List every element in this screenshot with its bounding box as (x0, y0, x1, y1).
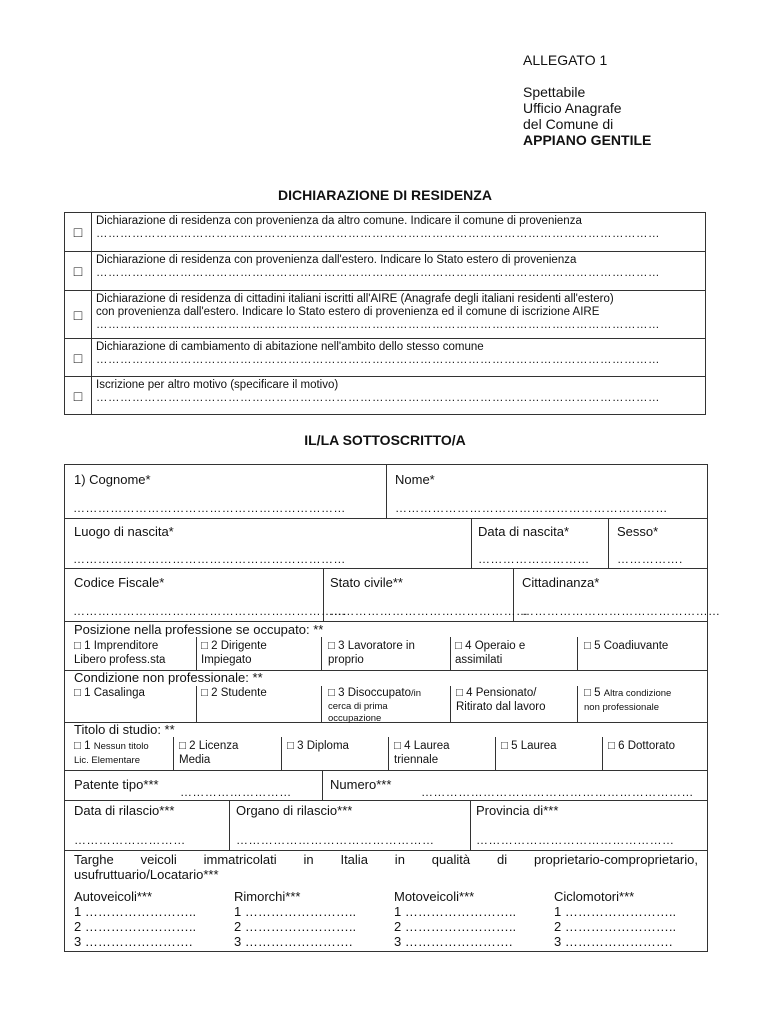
titolo-option-4[interactable] (394, 739, 450, 767)
divider (196, 637, 197, 670)
veicolo-field[interactable]: 3 ……………………. (554, 934, 673, 949)
divider (322, 770, 323, 800)
cittadinanza-label: Cittadinanza* (522, 575, 600, 590)
declaration-fill-line[interactable]: …………………………………………………………………………………………………………………………… (96, 267, 660, 279)
veicolo-label: Ciclomotori*** (554, 889, 635, 904)
divider (229, 800, 230, 850)
provincia-field[interactable]: ………………………………………… (476, 833, 675, 847)
divider (196, 686, 197, 722)
divider (173, 737, 174, 770)
veicolo-field[interactable]: 3 ……………………. (74, 934, 193, 949)
titolo-option-3[interactable]: □ 3 Diploma (287, 740, 349, 752)
cognome-label: 1) Cognome* (74, 472, 151, 487)
declaration-checkbox[interactable]: □ (65, 291, 92, 339)
declaration-checkbox[interactable]: □ (65, 213, 92, 252)
divider (321, 637, 322, 670)
option-label: Lic. Elementare (74, 755, 141, 766)
organo-rilascio-field[interactable]: ………………………………………… (236, 833, 435, 847)
document-title: DICHIARAZIONE DI RESIDENZA (278, 187, 492, 203)
declaration-row (65, 291, 706, 339)
veicolo-field[interactable]: 2 …………………….. (554, 919, 677, 934)
option-label: Altra condizione (603, 688, 672, 699)
stato-civile-field[interactable]: ………………………………………… (330, 604, 529, 618)
allegato-label: ALLEGATO 1 (523, 52, 608, 68)
nome-field[interactable]: ………………………………………………………… (395, 501, 668, 515)
titolo-studio-title: Titolo di studio: ** (74, 722, 175, 737)
sesso-field[interactable]: ……………. (617, 552, 683, 566)
cittadinanza-field[interactable]: ………………………………………… (522, 604, 721, 618)
professione-option-5[interactable] (584, 639, 668, 653)
data-rilascio-label: Data di rilascio*** (74, 803, 175, 818)
option-label: □ 3 Lavoratore in (328, 640, 415, 652)
divider (470, 800, 471, 850)
option-label: triennale (394, 754, 439, 766)
data-rilascio-field[interactable]: ……………………… (74, 833, 186, 847)
targhe-text: Targhe veicoli immatricolati in Italia in qualità di proprietario-comproprietario, (74, 852, 698, 867)
divider (65, 518, 707, 519)
declaration-fill-line[interactable]: …………………………………………………………………………………………………………………………… (96, 228, 660, 240)
condizione-option-2[interactable]: □ 2 Studente (201, 687, 267, 699)
codice-fiscale-field[interactable]: ………………………………………………………… (73, 604, 346, 618)
veicolo-label: Autoveicoli*** (74, 889, 153, 904)
luogo-nascita-label: Luogo di nascita* (74, 524, 174, 539)
data-nascita-field[interactable]: ……………………… (478, 552, 590, 566)
condizione-option-4[interactable] (456, 686, 545, 714)
option-label: Ritirato dal lavoro (456, 701, 546, 713)
veicolo-field[interactable]: 2 …………………….. (74, 919, 197, 934)
divider (495, 737, 496, 770)
option-label: proprio (328, 654, 364, 666)
autoveicoli-group (74, 889, 196, 949)
divider (450, 686, 451, 722)
divider (321, 686, 322, 722)
data-nascita-label: Data di nascita* (478, 524, 570, 539)
numero-field[interactable]: ………………………………………………………… (421, 785, 694, 799)
declaration-fill-line[interactable]: …………………………………………………………………………………………………………………………… (96, 319, 660, 331)
ciclomotori-group (554, 889, 676, 949)
motoveicoli-group (394, 889, 516, 949)
divider (386, 465, 387, 518)
divider (471, 518, 472, 568)
declaration-text: Dichiarazione di residenza con provenienza dall'estero. Indicare lo Stato estero di provenienza (96, 254, 577, 266)
professione-option-3[interactable] (328, 639, 415, 667)
declaration-text: Iscrizione per altro motivo (specificare il motivo) (96, 379, 339, 391)
veicolo-field[interactable]: 3 ……………………. (234, 934, 353, 949)
option-label: □ 5 (584, 687, 601, 699)
targhe-text-2: usufruttuario/Locatario*** (74, 867, 219, 882)
veicolo-label: Rimorchi*** (234, 889, 301, 904)
personal-data-form (64, 464, 721, 952)
option-label: □ 3 Disoccupato (328, 687, 412, 699)
veicolo-field[interactable]: 1 …………………….. (234, 904, 357, 919)
condizione-option-3[interactable] (328, 686, 421, 725)
option-label: □ 4 Pensionato/ (456, 687, 537, 699)
declaration-row (65, 377, 706, 415)
option-label: □ 2 Licenza (179, 740, 239, 752)
declaration-fill-line[interactable]: …………………………………………………………………………………………………………………………… (96, 354, 660, 366)
professione-title: Posizione nella professione se occupato: ** (74, 622, 324, 637)
declaration-checkbox[interactable]: □ (65, 377, 92, 415)
divider (65, 568, 707, 569)
sesso-label: Sesso* (617, 524, 659, 539)
option-label: □ 2 Dirigente (201, 640, 267, 652)
divider (281, 737, 282, 770)
option-label: non professionale (584, 702, 659, 713)
nome-label: Nome* (395, 472, 435, 487)
veicolo-label: Motoveicoli*** (394, 889, 475, 904)
option-label: assimilati (455, 654, 503, 666)
declarations-table (64, 212, 706, 415)
option-label: □ 4 Operaio e (455, 640, 526, 652)
patente-label: Patente tipo*** (74, 777, 159, 792)
option-label: cerca di prima (328, 701, 388, 712)
professione-option-2[interactable] (201, 639, 267, 667)
spettabile-label: Spettabile (523, 84, 586, 100)
veicolo-field[interactable]: 3 ……………………. (394, 934, 513, 949)
divider (388, 737, 389, 770)
option-label: □ 1 (74, 740, 91, 752)
comune-di-label: del Comune di (523, 116, 614, 132)
option-label: Impiegato (201, 654, 252, 666)
veicolo-field[interactable]: 2 …………………….. (394, 919, 517, 934)
declaration-text: Dichiarazione di residenza di cittadini italiani iscritti all'AIRE (Anagrafe degli italiani residenti all'estero) (96, 293, 614, 305)
rimorchi-group (234, 889, 356, 949)
option-label: □ 5 Coadiuvante (584, 640, 669, 652)
option-label: □ 1 Imprenditore (74, 640, 159, 652)
declaration-text: Dichiarazione di cambiamento di abitazione nell'ambito dello stesso comune (96, 341, 484, 353)
stato-civile-label: Stato civile** (330, 575, 403, 590)
cognome-field[interactable]: ………………………………………………………… (73, 501, 346, 515)
declaration-fill-line[interactable]: …………………………………………………………………………………………………………………………… (96, 392, 660, 404)
patente-field[interactable]: ……………………… (180, 785, 292, 799)
divider (577, 637, 578, 670)
titolo-option-1[interactable] (74, 739, 149, 768)
titolo-option-6[interactable]: □ 6 Dottorato (608, 740, 676, 752)
declaration-row (65, 213, 706, 252)
declaration-checkbox[interactable]: □ (65, 339, 92, 377)
divider (577, 686, 578, 722)
codice-fiscale-label: Codice Fiscale* (74, 575, 165, 590)
option-label: /in (411, 688, 422, 699)
veicolo-field[interactable]: 2 …………………….. (234, 919, 357, 934)
ufficio-label: Ufficio Anagrafe (523, 100, 622, 116)
divider (602, 737, 603, 770)
comune-name: APPIANO GENTILE (523, 132, 652, 148)
divider (65, 770, 707, 771)
declaration-row (65, 339, 706, 377)
titolo-option-2[interactable] (179, 739, 238, 767)
divider (65, 800, 707, 801)
numero-label: Numero*** (330, 777, 392, 792)
recipient-address (523, 52, 651, 148)
veicolo-field[interactable]: 1 …………………….. (394, 904, 517, 919)
titolo-option-5[interactable]: □ 5 Laurea (501, 740, 557, 752)
option-label: □ 4 Laurea (394, 740, 450, 752)
condizione-title: Condizione non professionale: ** (74, 670, 263, 685)
declaration-checkbox[interactable]: □ (65, 252, 92, 291)
option-label: Nessun titolo (93, 741, 149, 752)
provincia-label: Provincia di*** (476, 803, 559, 818)
veicolo-field[interactable]: 1 …………………….. (554, 904, 677, 919)
professione-option-1[interactable] (74, 639, 165, 667)
divider (450, 637, 451, 670)
option-label: Media (179, 754, 211, 766)
declaration-text: Dichiarazione di residenza con provenienza da altro comune. Indicare il comune di provenienza (96, 215, 582, 227)
condizione-option-1[interactable]: □ 1 Casalinga (74, 687, 145, 699)
professione-option-4[interactable] (455, 639, 525, 667)
declaration-text: con provenienza dall'estero. Indicare lo Stato estero di provenienza ed il comune di iscrizione AIRE (96, 306, 600, 318)
veicolo-field[interactable]: 1 …………………….. (74, 904, 197, 919)
declaration-row (65, 252, 706, 291)
organo-rilascio-label: Organo di rilascio*** (236, 803, 353, 818)
luogo-nascita-field[interactable]: ………………………………………………………… (73, 552, 346, 566)
divider (608, 518, 609, 568)
option-label: occupazione (328, 713, 382, 724)
condizione-option-5[interactable] (584, 686, 671, 715)
divider (65, 850, 707, 851)
section-subtitle: IL/LA SOTTOSCRITTO/A (304, 432, 466, 448)
option-label: Libero profess.sta (74, 654, 166, 666)
